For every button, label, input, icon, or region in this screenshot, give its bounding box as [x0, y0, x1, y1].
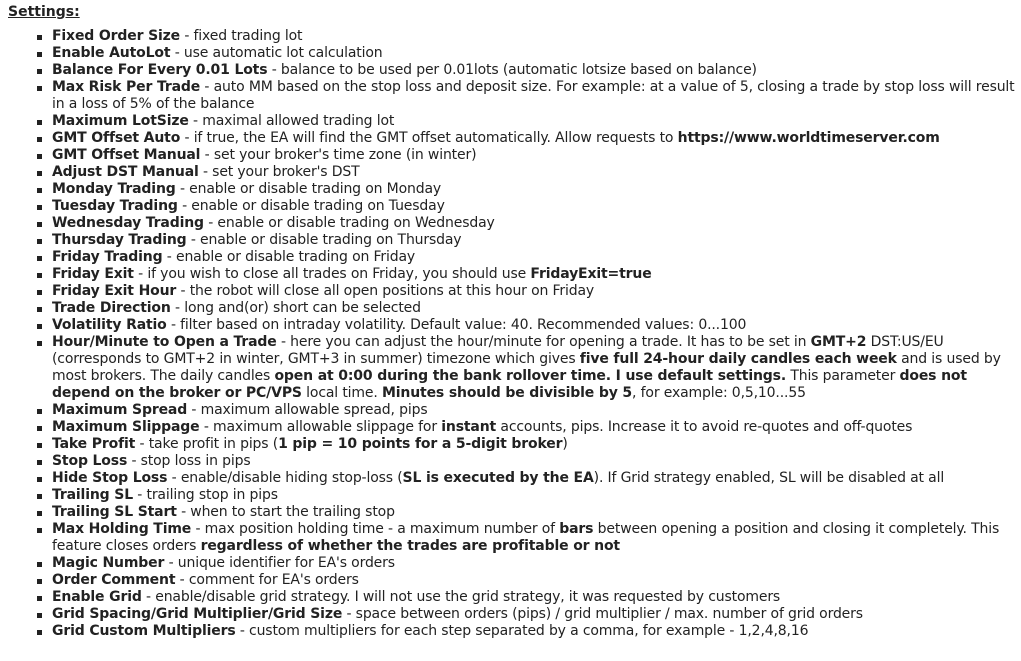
setting-description: ) [562, 436, 568, 452]
setting-description: - set your broker's DST [198, 164, 360, 180]
setting-name: open at 0:00 during the bank rollover time. I use default settings. [274, 368, 787, 384]
setting-description: - balance to be used per 0.01lots (automatic lotsize based on balance) [267, 62, 757, 78]
setting-name: Trailing SL [52, 487, 133, 503]
setting-description: - max position holding time - a maximum number of [191, 521, 560, 537]
setting-item [52, 419, 1021, 436]
setting-item [52, 487, 1021, 504]
setting-description: and is used by most brokers. The daily candles [52, 351, 1001, 384]
setting-name: Monday Trading [52, 181, 176, 197]
setting-name: Grid Spacing/Grid Multiplier/Grid Size [52, 606, 343, 622]
setting-item [52, 249, 1021, 266]
setting-description: ). If Grid strategy enabled, SL will be disabled at all [593, 470, 945, 486]
setting-item [52, 623, 1021, 640]
setting-name: 1 pip = 10 points for a 5-digit broker [278, 436, 563, 452]
setting-description: - enable or disable trading on Thursday [186, 232, 462, 248]
setting-description: - unique identifier for EA's orders [164, 555, 395, 571]
setting-item [52, 300, 1021, 317]
settings-list [8, 28, 1021, 640]
setting-item [52, 606, 1021, 623]
setting-name: Minutes should be divisible by 5 [381, 385, 633, 401]
setting-name: GMT Offset Manual [52, 147, 201, 163]
setting-item [52, 521, 1021, 555]
setting-description: - enable/disable hiding stop-loss ( [167, 470, 403, 486]
setting-item [52, 555, 1021, 572]
setting-name: Take Profit [52, 436, 136, 452]
setting-description: , for example: 0,5,10...55 [632, 385, 806, 401]
setting-item [52, 147, 1021, 164]
setting-description: DST:US/EU (corresponds to GMT+2 in winter, GMT+3 in summer) timezone which gives [52, 334, 944, 367]
setting-item [52, 181, 1021, 198]
setting-description: - stop loss in pips [127, 453, 251, 469]
setting-name: GMT+2 [810, 334, 867, 350]
setting-item [52, 283, 1021, 300]
setting-description: accounts, pips. Increase it to avoid re-quotes and off-quotes [496, 419, 913, 435]
setting-description: - fixed trading lot [180, 28, 303, 44]
setting-description: - filter based on intraday volatility. Default value: 40. Recommended values: 0...100 [166, 317, 747, 333]
setting-name: instant [441, 419, 497, 435]
setting-name: does not depend on the broker or PC/VPS [52, 368, 967, 401]
setting-description: - use automatic lot calculation [170, 45, 383, 61]
setting-name: Stop Loss [52, 453, 128, 469]
setting-item [52, 232, 1021, 249]
setting-description: - maximum allowable spread, pips [187, 402, 428, 418]
setting-name: Order Comment [52, 572, 176, 588]
setting-name: Volatility Ratio [52, 317, 167, 333]
setting-name: Thursday Trading [52, 232, 187, 248]
setting-name: GMT Offset Auto [52, 130, 181, 146]
setting-description: - here you can adjust the hour/minute for opening a trade. It has to be set in [276, 334, 811, 350]
setting-name: Balance For Every 0.01 Lots [52, 62, 268, 78]
setting-name: Tuesday Trading [52, 198, 178, 214]
setting-item [52, 589, 1021, 606]
setting-item [52, 198, 1021, 215]
setting-description: - long and(or) short can be selected [170, 300, 421, 316]
setting-item [52, 504, 1021, 521]
setting-item [52, 334, 1021, 402]
setting-item [52, 572, 1021, 589]
setting-name: Hide Stop Loss [52, 470, 168, 486]
setting-item [52, 436, 1021, 453]
setting-name: Maximum Spread [52, 402, 188, 418]
setting-name: bars [559, 521, 594, 537]
setting-description: This parameter [786, 368, 900, 384]
setting-description: - custom multipliers for each step separated by a comma, for example - 1,2,4,8,16 [235, 623, 809, 639]
setting-description: - if true, the EA will find the GMT offset automatically. Allow requests to [180, 130, 678, 146]
setting-name: five full 24-hour daily candles each week [579, 351, 897, 367]
setting-name: Magic Number [52, 555, 165, 571]
setting-description: between opening a position and closing it completely. This feature closes orders [52, 521, 1000, 554]
setting-description: - trailing stop in pips [132, 487, 278, 503]
setting-item [52, 130, 1021, 147]
setting-name: Adjust DST Manual [52, 164, 199, 180]
setting-name: Hour/Minute to Open a Trade [52, 334, 277, 350]
setting-name: Max Risk Per Trade [52, 79, 201, 95]
setting-item [52, 113, 1021, 130]
setting-description: - enable or disable trading on Monday [175, 181, 442, 197]
setting-name: Maximum Slippage [52, 419, 200, 435]
setting-item [52, 164, 1021, 181]
setting-name: Trade Direction [52, 300, 171, 316]
setting-name: Maximum LotSize [52, 113, 189, 129]
setting-item [52, 79, 1021, 113]
setting-name: SL is executed by the EA [402, 470, 594, 486]
setting-description: - enable or disable trading on Wednesday [203, 215, 495, 231]
setting-name: Friday Exit [52, 266, 134, 282]
setting-item [52, 266, 1021, 283]
settings-heading: Settings: [8, 4, 80, 20]
setting-item [52, 215, 1021, 232]
setting-description: - the robot will close all open positions at this hour on Friday [176, 283, 595, 299]
setting-description: - take profit in pips ( [135, 436, 279, 452]
setting-item [52, 470, 1021, 487]
setting-description: - enable or disable trading on Friday [162, 249, 416, 265]
setting-description: - maximum allowable slippage for [199, 419, 442, 435]
setting-item [52, 45, 1021, 62]
setting-name: Friday Exit Hour [52, 283, 177, 299]
setting-name: Max Holding Time [52, 521, 192, 537]
setting-name: regardless of whether the trades are profitable or not [200, 538, 620, 554]
setting-name: Enable AutoLot [52, 45, 171, 61]
setting-name: Fixed Order Size [52, 28, 181, 44]
setting-description: - space between orders (pips) / grid multiplier / max. number of grid orders [342, 606, 863, 622]
setting-name: Wednesday Trading [52, 215, 204, 231]
setting-description: local time. [301, 385, 382, 401]
setting-name: Enable Grid [52, 589, 142, 605]
setting-description: - comment for EA's orders [175, 572, 359, 588]
setting-item [52, 317, 1021, 334]
setting-name: FridayExit=true [530, 266, 652, 282]
setting-description: - set your broker's time zone (in winter) [200, 147, 477, 163]
setting-description: - when to start the trailing stop [176, 504, 395, 520]
setting-item [52, 402, 1021, 419]
setting-name: https://www.worldtimeserver.com [677, 130, 940, 146]
setting-description: - if you wish to close all trades on Friday, you should use [133, 266, 531, 282]
setting-description: - auto MM based on the stop loss and deposit size. For example: at a value of 5, closing a trade by stop loss will result in a loss of 5% of the balance [52, 79, 1015, 112]
setting-item [52, 62, 1021, 79]
setting-description: - enable/disable grid strategy. I will not use the grid strategy, it was requested by customers [141, 589, 781, 605]
setting-description: - enable or disable trading on Tuesday [177, 198, 445, 214]
setting-name: Grid Custom Multipliers [52, 623, 236, 639]
setting-description: - maximal allowed trading lot [188, 113, 395, 129]
setting-name: Friday Trading [52, 249, 163, 265]
setting-item [52, 453, 1021, 470]
setting-item [52, 28, 1021, 45]
setting-name: Trailing SL Start [52, 504, 177, 520]
